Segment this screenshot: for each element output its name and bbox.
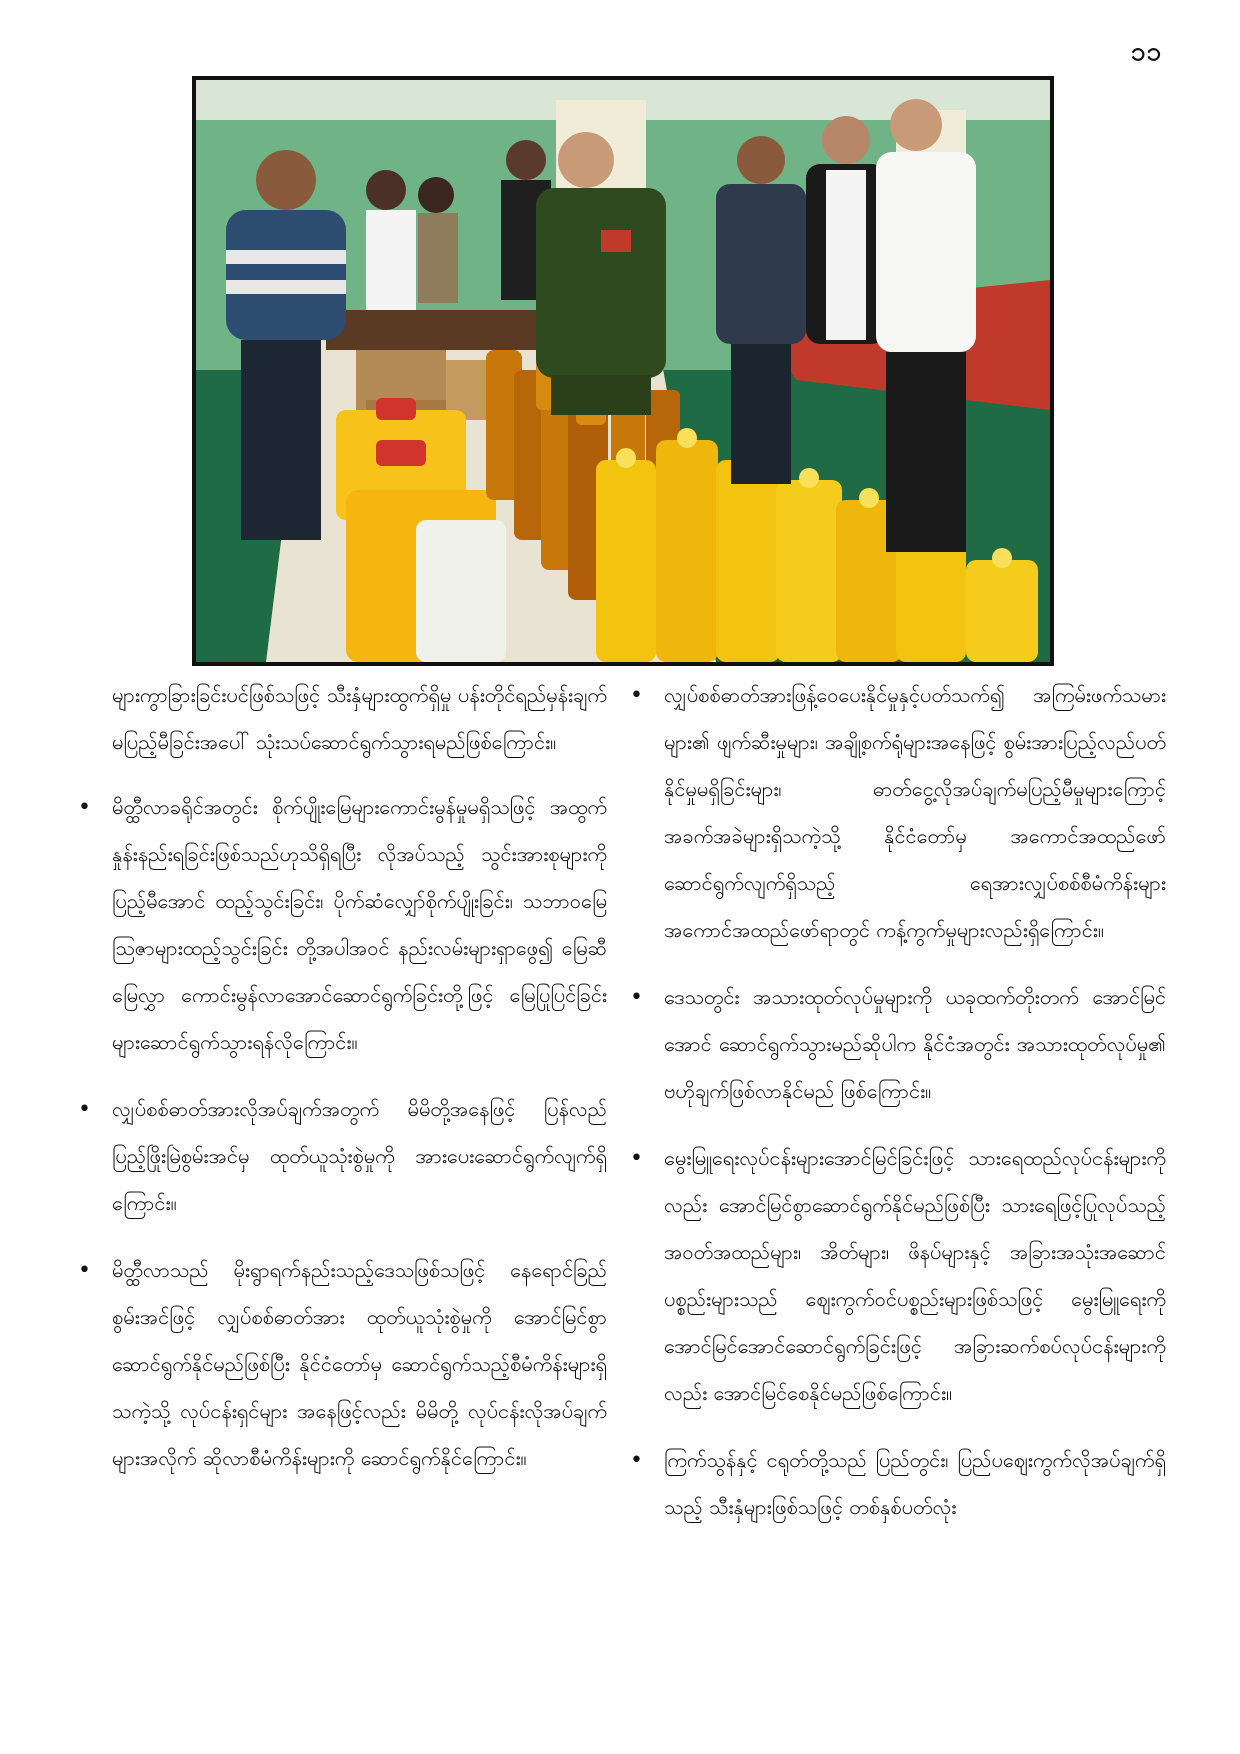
bullet-text: ဒေသတွင်း အသားထုတ်လုပ်မှုများကို ယခုထက်တိုးတက် အောင်မြင်အောင် ဆောင်ရွက်သွားမည်ဆိုပါက နိုင်ငံအတွင်း အသားထုတ်လုပ်မှု၏ ဗဟိုချက်ဖြစ်လာနိုင်မည် ဖြစ်ကြောင်း။	[664, 985, 1166, 1103]
bullet-icon: •	[630, 683, 643, 708]
bullet-item	[630, 1437, 1166, 1531]
bullet-item	[630, 974, 1166, 1115]
bullet-item	[78, 1247, 607, 1482]
bullet-text: လျှပ်စစ်ဓာတ်အားဖြန့်ဝေပေးနိုင်မှုနှင့်ပတ်သက်၍ အကြမ်းဖက်သမားများ၏ ဖျက်ဆီးမှုများ၊ အချို့စက်ရုံများအနေဖြင့် စွမ်းအားပြည့်လည်ပတ်နိုင်မှုမရှိခြင်းများ၊ ဓာတ်ငွေ့လိုအပ်ချက်မပြည့်မီမှုများကြောင့် အခက်အခဲများရှိသကဲ့သို့ နိုင်ငံတော်မှ အကောင်အထည်ဖော် ဆောင်ရွက်လျက်ရှိသည့် ရေအားလျှပ်စစ်စီမံကိန်းများ အကောင်အထည်ဖော်ရာတွင် ကန့်ကွက်မှုများလည်းရှိကြောင်း။	[664, 683, 1166, 942]
photo-jerrycan-cap	[376, 398, 416, 420]
bullet-item	[630, 672, 1166, 954]
bullet-text: ကြက်သွန်နှင့် ငရုတ်တို့သည် ပြည်တွင်း၊ ပြည်ပဈေးကွက်လိုအပ်ချက်ရှိသည့် သီးနှံများဖြစ်သဖြင့် တစ်နှစ်ပတ်လုံး	[664, 1448, 1166, 1519]
left-column	[78, 672, 607, 1502]
bullet-icon: •	[78, 1258, 91, 1283]
news-photo	[192, 76, 1054, 666]
bullet-icon: •	[630, 1448, 643, 1473]
page-number: ၁၁	[1130, 37, 1162, 67]
bullet-item	[78, 784, 607, 1066]
bullet-icon: •	[630, 1146, 643, 1171]
bullet-item	[630, 1135, 1166, 1417]
photo-jerrycan-cap	[376, 440, 426, 466]
bullet-text: မိတ္ထီလာခရိုင်အတွင်း စိုက်ပျိုးမြေများကောင်းမွန်မှုမရှိသဖြင့် အထွက်နှုန်းနည်းရခြင်းဖြစ်သည်ဟုသိရှိရပြီး လိုအပ်သည့် သွင်းအားစုများကို ပြည့်မီအောင် ထည့်သွင်းခြင်း၊ ပိုက်ဆံလျှော်စိုက်ပျိုးခြင်း၊ သဘာဝမြေသြဇာများထည့်သွင်းခြင်း တို့အပါအဝင် နည်းလမ်းများရှာဖွေ၍ မြေဆီမြေလွှာ ကောင်းမွန်လာအောင်ဆောင်ရွက်ခြင်းတို့ဖြင့် မြေပြုပြင်ခြင်းများဆောင်ရွက်သွားရန်လိုကြောင်း။	[112, 795, 607, 1054]
bullet-text: မိတ္ထီလာသည် မိုးရွာရက်နည်းသည့်ဒေသဖြစ်သဖြင့် နေရောင်ခြည်စွမ်းအင်ဖြင့် လျှပ်စစ်ဓာတ်အား ထုတ်ယူသုံးစွဲမှုကို အောင်မြင်စွာဆောင်ရွက်နိုင်မည်ဖြစ်ပြီး နိုင်ငံတော်မှ ဆောင်ရွက်သည့်စီမံကိန်းများရှိသကဲ့သို့ လုပ်ငန်းရှင်များ အနေဖြင့်လည်း မိမိတို့ လုပ်ငန်းလိုအပ်ချက်များအလိုက် ဆိုလာစီမံကိန်းများကို ဆောင်ရွက်နိုင်ကြောင်း။	[112, 1258, 607, 1470]
bullet-text: မွေးမြူရေးလုပ်ငန်းများအောင်မြင်ခြင်းဖြင့် သားရေထည်လုပ်ငန်းများကိုလည်း အောင်မြင်စွာဆောင်ရွက်နိုင်မည်ဖြစ်ပြီး သားရေဖြင့်ပြုလုပ်သည့် အဝတ်အထည်များ၊ အိတ်များ၊ ဖိနပ်များနှင့် အခြားအသုံးအဆောင်ပစ္စည်းများသည် ဈေးကွက်ဝင်ပစ္စည်းများဖြစ်သဖြင့် မွေးမြူရေးကိုအောင်မြင်အောင်ဆောင်ရွက်ခြင်းဖြင့် အခြားဆက်စပ်လုပ်ငန်းများကိုလည်း အောင်မြင်စေနိုင်မည်ဖြစ်ကြောင်း။	[664, 1146, 1166, 1405]
bullet-icon: •	[78, 1097, 91, 1122]
bullet-item	[78, 1086, 607, 1227]
intro-paragraph: များကွာခြားခြင်းပင်ဖြစ်သဖြင့် သီးနှံများထွက်ရှိမှု ပန်းတိုင်ရည်မှန်းချက်မပြည့်မီခြင်းအပေါ် သုံးသပ်ဆောင်ရွက်သွားရမည်ဖြစ်ကြောင်း။	[112, 683, 607, 754]
bullet-icon: •	[630, 985, 643, 1010]
bullet-text: လျှပ်စစ်ဓာတ်အားလိုအပ်ချက်အတွက် မိမိတို့အနေဖြင့် ပြန်လည်ပြည့်ဖြိုးမြဲစွမ်းအင်မှ ထုတ်ယူသုံးစွဲမှုကို အားပေးဆောင်ရွက်လျက်ရှိကြောင်း။	[112, 1097, 607, 1215]
bullet-icon: •	[78, 795, 91, 820]
photo-white-can	[416, 520, 506, 662]
photo-illustration	[196, 80, 1050, 662]
right-column	[630, 672, 1166, 1551]
